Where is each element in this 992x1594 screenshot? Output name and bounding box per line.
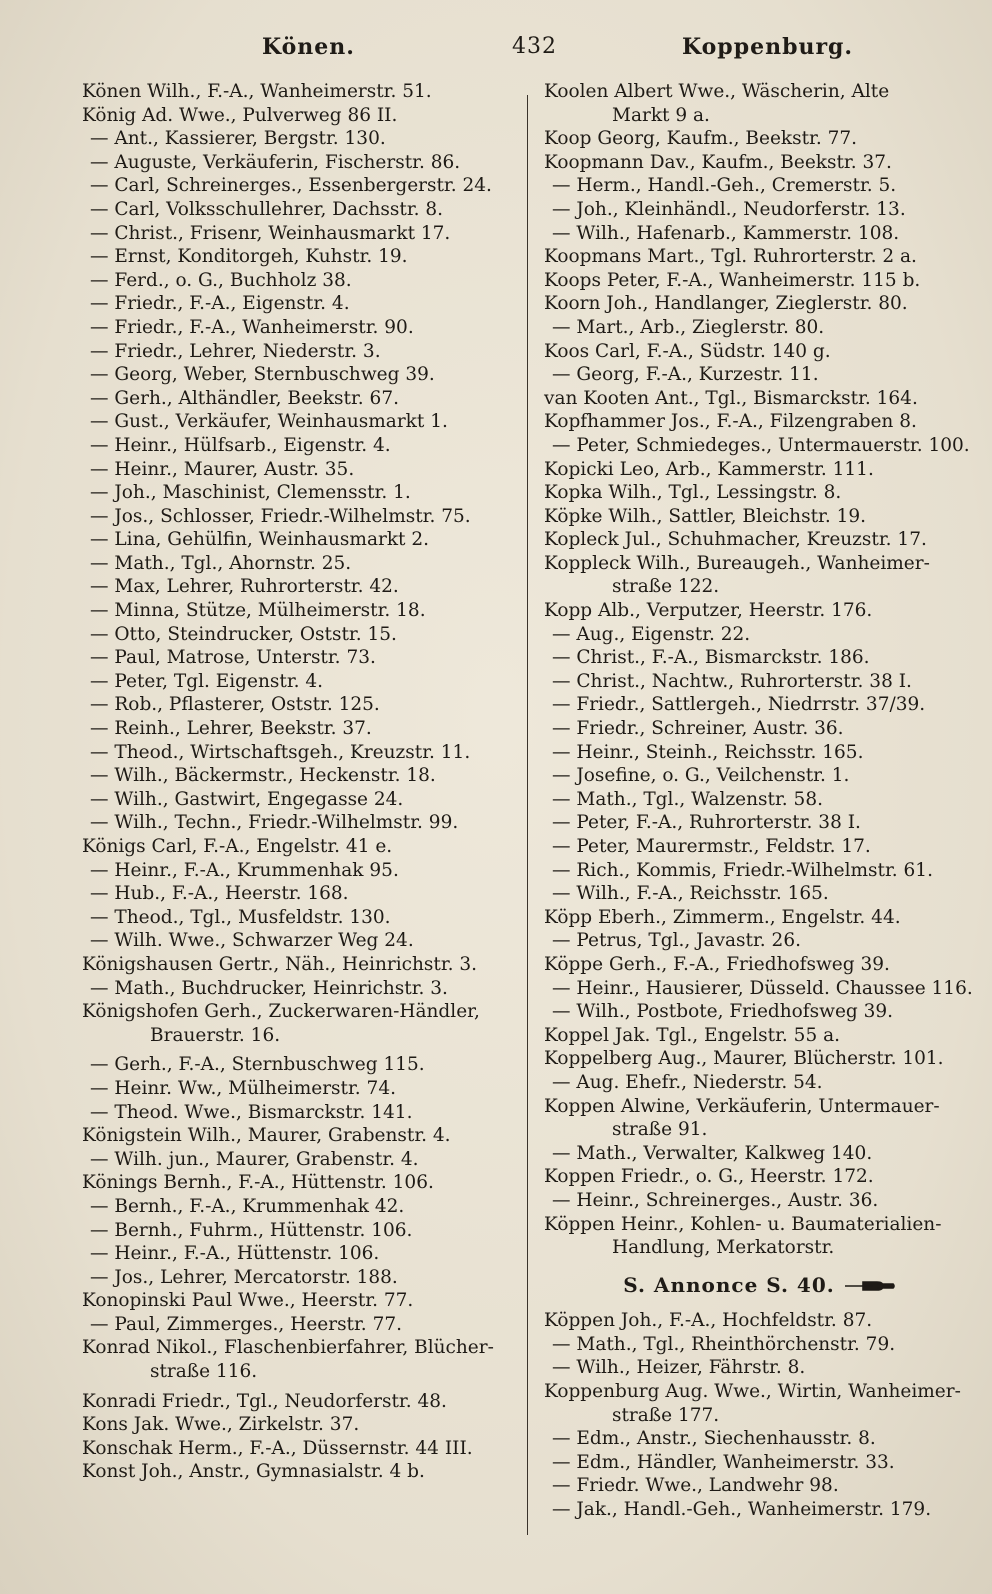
entry-continuation: straße 91. [612,1119,708,1141]
directory-entry: — Wilh., Gastwirt, Engegasse 24. [90,788,404,810]
directory-entry: — Friedr., Schreiner, Austr. 36. [552,718,844,740]
pointing-hand-icon [843,1279,895,1293]
directory-entry: — Theod., Tgl., Musfeldstr. 130. [90,906,391,928]
directory-entry: — Friedr. Wwe., Landwehr 98. [552,1475,839,1497]
directory-entry: Koop Georg, Kaufm., Beekstr. 77. [544,128,858,150]
directory-entry: Konradi Friedr., Tgl., Neudorferstr. 48. [82,1390,447,1412]
directory-entry: Konrad Nikol., Flaschenbierfahrer, Blücher- [82,1337,494,1359]
entry-continuation: Markt 9 a. [612,104,710,126]
directory-entry: — Lina, Gehülfin, Weinhausmarkt 2. [90,529,430,551]
directory-entry: Koopmans Mart., Tgl. Ruhrorterstr. 2 a. [544,246,917,268]
directory-entry: — Heinr., F.-A., Krummenhak 95. [90,859,399,881]
directory-entry: — Friedr., Sattlergeh., Niedrrstr. 37/39. [552,694,926,716]
directory-entry: — Christ., F.-A., Bismarckstr. 186. [552,647,870,669]
directory-entry: — Edm., Händler, Wanheimerstr. 33. [552,1451,895,1473]
directory-entry: Königstein Wilh., Maurer, Grabenstr. 4. [82,1125,451,1147]
directory-entry: Koos Carl, F.-A., Südstr. 140 g. [544,340,831,362]
directory-entry: Köpp Eberh., Zimmerm., Engelstr. 44. [544,906,901,928]
directory-entry: — Heinr., Maurer, Austr. 35. [90,458,355,480]
directory-entry: — Math., Tgl., Walzenstr. 58. [552,788,823,810]
directory-entry: — Auguste, Verkäuferin, Fischerstr. 86. [90,151,461,173]
directory-entry: Konst Joh., Anstr., Gymnasialstr. 4 b. [82,1461,425,1483]
directory-entry: — Friedr., F.-A., Eigenstr. 4. [90,293,350,315]
directory-entry: — Paul, Matrose, Unterstr. 73. [90,647,376,669]
right-column [544,80,974,1522]
directory-entry: — Jak., Handl.-Geh., Wanheimerstr. 179. [552,1499,932,1521]
notice-text: S. Annonce S. 40. [623,1272,835,1297]
directory-entry: Koops Peter, F.-A., Wanheimerstr. 115 b. [544,269,921,291]
column-divider [527,95,528,1535]
directory-entry: — Edm., Anstr., Siechenhausstr. 8. [552,1428,876,1450]
page-number: 432 [512,34,557,59]
directory-entry: Koppleck Wilh., Bureaugeh., Wanheimer- [544,552,930,574]
directory-entry: Koppenburg Aug. Wwe., Wirtin, Wanheimer- [544,1381,961,1403]
page-header [82,34,854,66]
directory-entry: — Joh., Maschinist, Clemensstr. 1. [90,482,411,504]
directory-entry: — Heinr. Ww., Mülheimerstr. 74. [90,1077,396,1099]
directory-entry: — Heinr., Hülfsarb., Eigenstr. 4. [90,434,391,456]
directory-entry: — Math., Verwalter, Kalkweg 140. [552,1142,873,1164]
directory-entry: — Minna, Stütze, Mülheimerstr. 18. [90,600,426,622]
directory-entry: van Kooten Ant., Tgl., Bismarckstr. 164. [544,387,918,409]
entry-continuation: straße 116. [150,1361,258,1383]
directory-entry: Kopfhammer Jos., F.-A., Filzengraben 8. [544,411,917,433]
directory-entry: — Friedr., Lehrer, Niederstr. 3. [90,340,381,362]
directory-entry: Konopinski Paul Wwe., Heerstr. 77. [82,1290,414,1312]
directory-entry: — Paul, Zimmerges., Heerstr. 77. [90,1313,402,1335]
directory-entry: — Gerh., Althändler, Beekstr. 67. [90,387,399,409]
directory-entry: Königshofen Gerh., Zuckerwaren-Händler, [82,1001,480,1023]
directory-entry: — Math., Tgl., Ahornstr. 25. [90,552,352,574]
directory-entry: — Gust., Verkäufer, Weinhausmarkt 1. [90,411,448,433]
directory-entry: — Ant., Kassierer, Bergstr. 130. [90,128,386,150]
directory-entry: — Math., Buchdrucker, Heinrichstr. 3. [90,977,448,999]
directory-entry: Koorn Joh., Handlanger, Zieglerstr. 80. [544,293,908,315]
directory-entry: — Heinr., Hausierer, Düsseld. Chaussee 116. [552,977,973,999]
directory-entry: — Bernh., F.-A., Krummenhak 42. [90,1195,405,1217]
directory-entry: Köppen Joh., F.-A., Hochfeldstr. 87. [544,1310,873,1332]
directory-entry: — Theod. Wwe., Bismarckstr. 141. [90,1101,413,1123]
directory-entry: Köppe Gerh., F.-A., Friedhofsweg 39. [544,953,890,975]
directory-entry: Konschak Herm., F.-A., Düssernstr. 44 III. [82,1437,473,1459]
directory-entry: — Wilh., Heizer, Fährstr. 8. [552,1357,806,1379]
directory-entry: — Theod., Wirtschaftsgeh., Kreuzstr. 11. [90,741,471,763]
entry-continuation: straße 122. [612,576,720,598]
directory-entry: Kopleck Jul., Schuhmacher, Kreuzstr. 17. [544,529,927,551]
directory-entry: Koppen Friedr., o. G., Heerstr. 172. [544,1166,874,1188]
directory-entry: — Math., Tgl., Rheinthörchenstr. 79. [552,1333,896,1355]
directory-entry: Koppen Alwine, Verkäuferin, Untermauer- [544,1095,940,1117]
directory-entry: Koolen Albert Wwe., Wäscherin, Alte [544,81,890,102]
directory-entry: — Herm., Handl.-Geh., Cremerstr. 5. [552,175,897,197]
directory-entry: — Josefine, o. G., Veilchenstr. 1. [552,765,850,787]
directory-entry: — Bernh., Fuhrm., Hüttenstr. 106. [90,1219,413,1241]
entry-continuation: Handlung, Merkatorstr. [612,1237,835,1259]
directory-entry: — Jos., Schlosser, Friedr.-Wilhelmstr. 75. [90,505,471,527]
directory-entry: — Friedr., F.-A., Wanheimerstr. 90. [90,316,414,338]
directory-entry: Kopp Alb., Verputzer, Heerstr. 176. [544,600,873,622]
directory-entry: Kopicki Leo, Arb., Kammerstr. 111. [544,458,874,480]
advertisement-notice [544,1274,974,1298]
directory-entry: — Jos., Lehrer, Mercatorstr. 188. [90,1266,398,1288]
directory-entry: — Joh., Kleinhändl., Neudorferstr. 13. [552,198,906,220]
directory-entry: Könen Wilh., F.-A., Wanheimerstr. 51. [82,81,432,102]
directory-entry: — Reinh., Lehrer, Beekstr. 37. [90,718,372,740]
directory-entry: — Wilh., Hafenarb., Kammerstr. 108. [552,222,900,244]
header-left-keyword: Könen. [262,34,355,60]
directory-entry: König Ad. Wwe., Pulverweg 86 II. [82,104,398,126]
directory-entry: Kopka Wilh., Tgl., Lessingstr. 8. [544,482,842,504]
directory-entry: — Peter, Schmiedeges., Untermauerstr. 100. [552,434,970,456]
directory-entry: — Wilh., Bäckermstr., Heckenstr. 18. [90,765,436,787]
directory-entry: Köpke Wilh., Sattler, Bleichstr. 19. [544,505,867,527]
directory-entry: Koppel Jak. Tgl., Engelstr. 55 a. [544,1024,841,1046]
directory-entry: — Gerh., F.-A., Sternbuschweg 115. [90,1054,425,1076]
directory-entry: — Georg, Weber, Sternbuschweg 39. [90,364,435,386]
directory-entry: — Wilh. jun., Maurer, Grabenstr. 4. [90,1148,419,1170]
directory-entry: — Christ., Frisenr, Weinhausmarkt 17. [90,222,451,244]
directory-entry: Köppen Heinr., Kohlen- u. Baumaterialien- [544,1213,942,1235]
directory-entry: — Hub., F.-A., Heerstr. 168. [90,883,349,905]
directory-entry: — Aug. Ehefr., Niederstr. 54. [552,1071,823,1093]
directory-entry: — Petrus, Tgl., Javastr. 26. [552,930,801,952]
directory-entry: — Rob., Pflasterer, Oststr. 125. [90,694,380,716]
directory-entry: — Carl, Volksschullehrer, Dachsstr. 8. [90,198,444,220]
directory-entry: Königs Carl, F.-A., Engelstr. 41 e. [82,836,393,857]
directory-entry: — Heinr., Schreinerges., Austr. 36. [552,1189,879,1211]
directory-entry: — Wilh., F.-A., Reichsstr. 165. [552,883,829,905]
directory-entry: — Peter, Maurermstr., Feldstr. 17. [552,836,871,857]
directory-entry: — Peter, Tgl. Eigenstr. 4. [90,670,324,692]
directory-entry: — Otto, Steindrucker, Oststr. 15. [90,623,397,645]
directory-entry: Kons Jak. Wwe., Zirkelstr. 37. [82,1414,360,1436]
header-right-keyword: Koppenburg. [682,34,854,60]
directory-entry: — Aug., Eigenstr. 22. [552,623,751,645]
left-column [82,80,514,1484]
directory-entry: — Rich., Kommis, Friedr.-Wilhelmstr. 61. [552,859,933,881]
directory-entry: — Max, Lehrer, Ruhrorterstr. 42. [90,576,399,598]
directory-entry: Koppelberg Aug., Maurer, Blücherstr. 101. [544,1048,944,1070]
directory-entry: Koopmann Dav., Kaufm., Beekstr. 37. [544,151,892,173]
directory-entry: — Christ., Nachtw., Ruhrorterstr. 38 I. [552,670,912,692]
entry-continuation: straße 177. [612,1404,720,1426]
directory-entry: — Mart., Arb., Zieglerstr. 80. [552,316,825,338]
directory-entry: — Georg, F.-A., Kurzestr. 11. [552,364,819,386]
directory-entry: — Carl, Schreinerges., Essenbergerstr. 24. [90,175,492,197]
directory-entry: — Wilh. Wwe., Schwarzer Weg 24. [90,930,414,952]
directory-entry: — Peter, F.-A., Ruhrorterstr. 38 I. [552,812,861,834]
directory-entry: Königshausen Gertr., Näh., Heinrichstr. 3. [82,953,478,975]
directory-entry: — Heinr., Steinh., Reichsstr. 165. [552,741,864,763]
directory-entry: — Heinr., F.-A., Hüttenstr. 106. [90,1243,380,1265]
directory-entry: — Wilh., Techn., Friedr.-Wilhelmstr. 99. [90,812,459,834]
directory-entry: — Ferd., o. G., Buchholz 38. [90,269,352,291]
entry-continuation: Brauerstr. 16. [150,1024,281,1046]
directory-entry: Könings Bernh., F.-A., Hüttenstr. 106. [82,1172,434,1194]
directory-entry: — Wilh., Postbote, Friedhofsweg 39. [552,1001,894,1023]
directory-entry: — Ernst, Konditorgeh, Kuhstr. 19. [90,246,408,268]
